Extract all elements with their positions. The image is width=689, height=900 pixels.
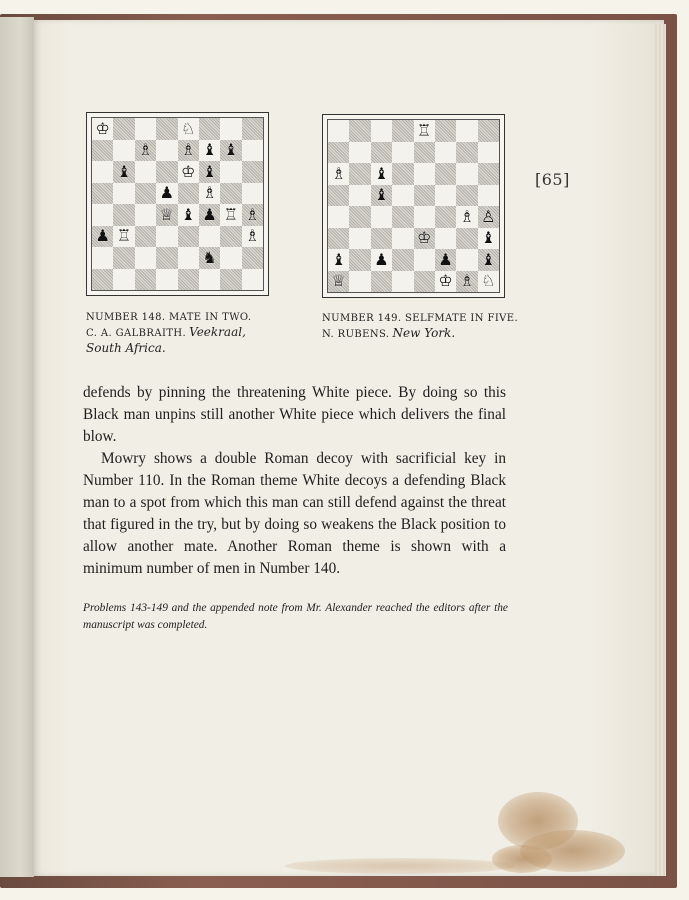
- page-edge: [654, 24, 666, 876]
- chess-square: [456, 249, 477, 271]
- chess-square: [478, 120, 499, 142]
- chess-square: [456, 163, 477, 185]
- chess-square: [135, 183, 156, 205]
- chess-square: [456, 120, 477, 142]
- chess-square: [113, 247, 134, 269]
- chess-square: [199, 118, 220, 140]
- chess-square: [113, 269, 134, 291]
- chess-square: [242, 269, 263, 291]
- chess-square: [478, 142, 499, 164]
- chess-square: [328, 206, 349, 228]
- chess-square: [349, 120, 370, 142]
- chess-square: [178, 118, 199, 140]
- chess-square: [435, 163, 456, 185]
- water-stain: [285, 858, 515, 874]
- chess-square: [220, 161, 241, 183]
- chess-square: [113, 118, 134, 140]
- chess-piece: ♙: [481, 206, 496, 226]
- chess-piece: ♝: [181, 204, 196, 224]
- chess-square: [478, 185, 499, 207]
- diagram-source: New York.: [392, 326, 456, 340]
- chess-square: [242, 161, 263, 183]
- chess-square: [414, 163, 435, 185]
- chess-square: [156, 204, 177, 226]
- chess-square: [199, 140, 220, 162]
- diagram-source-line2: South Africa.: [86, 341, 166, 355]
- chess-square: [456, 142, 477, 164]
- chess-piece: ♔: [417, 228, 432, 248]
- chess-square: [328, 185, 349, 207]
- chess-square: [199, 269, 220, 291]
- chess-piece: ♖: [223, 204, 239, 224]
- chess-square: [220, 226, 241, 248]
- chess-square: [414, 228, 435, 250]
- chess-piece: ♕: [331, 271, 346, 291]
- chess-square: [328, 120, 349, 142]
- chess-square: [242, 247, 263, 269]
- chess-square: [156, 247, 177, 269]
- chess-piece: ♗: [202, 183, 217, 203]
- chess-square: [478, 206, 499, 228]
- chess-square: [220, 118, 241, 140]
- chess-square: [328, 142, 349, 164]
- chess-piece: ♔: [438, 271, 453, 291]
- chess-piece: ♖: [116, 226, 132, 246]
- chess-piece: ♞: [202, 247, 217, 267]
- chess-square: [135, 269, 156, 291]
- chess-piece: ♗: [245, 226, 260, 246]
- chess-square: [478, 163, 499, 185]
- chess-square: [371, 142, 392, 164]
- chess-square: [113, 204, 134, 226]
- chess-square: [328, 249, 349, 271]
- diagram-author: N. RUBENS.: [322, 329, 390, 340]
- diagram-number-label: NUMBER 149. SELFMATE IN FIVE.: [322, 313, 519, 324]
- chess-square: [199, 161, 220, 183]
- chess-square: [349, 249, 370, 271]
- chess-square: [349, 206, 370, 228]
- chess-square: [135, 204, 156, 226]
- chess-square: [371, 120, 392, 142]
- chess-square: [178, 269, 199, 291]
- chess-square: [414, 249, 435, 271]
- chess-square: [178, 140, 199, 162]
- chess-piece: ♟: [159, 183, 174, 203]
- chess-piece: ♔: [181, 161, 196, 181]
- chess-piece: ♟: [202, 204, 217, 224]
- chess-piece: ♘: [481, 271, 496, 291]
- chess-square: [392, 271, 413, 293]
- chess-piece: ♝: [374, 163, 389, 183]
- chess-piece: ♝: [374, 185, 389, 205]
- chess-square: [92, 161, 113, 183]
- chess-square: [328, 271, 349, 293]
- chess-square: [414, 120, 435, 142]
- chess-square: [92, 269, 113, 291]
- chess-square: [435, 228, 456, 250]
- chess-square: [178, 204, 199, 226]
- chess-piece: ♝: [223, 140, 239, 160]
- chess-square: [199, 204, 220, 226]
- chess-piece: ♗: [245, 204, 260, 224]
- chess-square: [178, 247, 199, 269]
- chess-square: [199, 247, 220, 269]
- chess-piece: ♖: [417, 120, 432, 140]
- chess-square: [392, 120, 413, 142]
- book-gutter: [0, 17, 34, 877]
- chess-piece: ♗: [181, 140, 196, 160]
- chess-piece: ♟: [438, 249, 453, 269]
- chess-square: [371, 163, 392, 185]
- chess-square: [392, 228, 413, 250]
- chess-square: [92, 204, 113, 226]
- chess-square: [371, 271, 392, 293]
- diagram-number-label: NUMBER 148. MATE IN TWO.: [86, 312, 252, 323]
- editor-note: Problems 143-149 and the appended note from Mr. Alexander reached the editors after the manuscript was completed.: [83, 602, 508, 631]
- diagram-148-caption: [86, 310, 286, 357]
- chess-square: [392, 185, 413, 207]
- chess-square: [435, 142, 456, 164]
- chess-piece: ♗: [459, 206, 475, 226]
- chess-square: [456, 206, 477, 228]
- chess-square: [478, 228, 499, 250]
- chess-square: [135, 118, 156, 140]
- chess-square: [478, 271, 499, 293]
- chess-square: [371, 228, 392, 250]
- body-paragraph: Mowry shows a double Roman decoy with sacrificial key in Number 110. In the Roman theme White decoys a defending Black man to a spot from which this man can still defend against the threat that figured in the try, but by doing so weakens the Black position to allow another mate. Another Roman theme is shown with a minimum number of men in Number 140.: [83, 450, 506, 577]
- chess-square: [242, 140, 263, 162]
- chess-square: [478, 249, 499, 271]
- chess-square: [156, 269, 177, 291]
- chess-square: [392, 249, 413, 271]
- chess-square: [156, 140, 177, 162]
- chess-piece: ♝: [202, 161, 217, 181]
- chess-square: [328, 228, 349, 250]
- chess-square: [135, 140, 156, 162]
- chess-piece: ♕: [159, 204, 174, 224]
- chess-square: [178, 226, 199, 248]
- chess-square: [435, 271, 456, 293]
- chess-square: [178, 161, 199, 183]
- chess-square: [242, 204, 263, 226]
- chess-square: [328, 163, 349, 185]
- chess-square: [92, 183, 113, 205]
- chess-square: [414, 142, 435, 164]
- chess-square: [456, 228, 477, 250]
- chess-square: [414, 185, 435, 207]
- chess-piece: ♝: [202, 140, 217, 160]
- chess-piece: ♝: [116, 161, 132, 181]
- chess-piece: ♝: [481, 228, 496, 248]
- chess-piece: ♔: [95, 118, 110, 138]
- page-number: [65]: [535, 170, 570, 189]
- chess-square: [199, 183, 220, 205]
- chess-square: [135, 226, 156, 248]
- chess-square: [392, 163, 413, 185]
- chess-piece: ♗: [138, 140, 153, 160]
- chess-square: [435, 185, 456, 207]
- chess-piece: ♟: [95, 226, 110, 246]
- chess-square: [113, 226, 134, 248]
- chess-square: [349, 271, 370, 293]
- chess-piece: ♝: [481, 249, 496, 269]
- chess-square: [414, 271, 435, 293]
- chess-square: [220, 269, 241, 291]
- chess-square: [456, 185, 477, 207]
- chess-square: [199, 226, 220, 248]
- chess-square: [456, 271, 477, 293]
- chess-piece: ♟: [374, 249, 389, 269]
- chess-square: [92, 247, 113, 269]
- chess-square: [92, 140, 113, 162]
- chess-square: [242, 183, 263, 205]
- chess-diagram-149: [322, 114, 505, 298]
- body-text: [83, 382, 506, 580]
- chess-square: [349, 228, 370, 250]
- chess-diagram-148: [86, 112, 269, 296]
- chess-square: [156, 183, 177, 205]
- chess-square: [220, 183, 241, 205]
- chess-square: [371, 185, 392, 207]
- chess-square: [156, 226, 177, 248]
- chess-square: [349, 142, 370, 164]
- chess-square: [371, 249, 392, 271]
- chess-square: [92, 226, 113, 248]
- chess-square: [435, 249, 456, 271]
- diagram-149-caption: [322, 311, 522, 342]
- chess-piece: ♘: [181, 118, 196, 138]
- chess-square: [92, 118, 113, 140]
- chess-square: [178, 183, 199, 205]
- diagram-author: C. A. GALBRAITH.: [86, 328, 187, 339]
- chess-square: [242, 226, 263, 248]
- chess-piece: ♝: [331, 249, 346, 269]
- diagram-source: Veekraal,: [189, 325, 246, 339]
- chess-board-grid: [327, 119, 500, 293]
- chess-square: [371, 206, 392, 228]
- chess-board-grid: [91, 117, 264, 291]
- chess-square: [242, 118, 263, 140]
- chess-square: [220, 204, 241, 226]
- chess-square: [414, 206, 435, 228]
- chess-square: [349, 185, 370, 207]
- chess-square: [135, 161, 156, 183]
- chess-square: [435, 206, 456, 228]
- chess-square: [349, 163, 370, 185]
- chess-piece: ♗: [459, 271, 475, 291]
- chess-square: [156, 161, 177, 183]
- chess-square: [392, 142, 413, 164]
- chess-square: [135, 247, 156, 269]
- chess-square: [113, 140, 134, 162]
- chess-square: [113, 183, 134, 205]
- chess-square: [435, 120, 456, 142]
- chess-square: [220, 140, 241, 162]
- chess-square: [113, 161, 134, 183]
- chess-square: [156, 118, 177, 140]
- chess-piece: ♗: [331, 163, 346, 183]
- chess-square: [392, 206, 413, 228]
- body-paragraph: defends by pinning the threatening White piece. By doing so this Black man unpins still another White piece which delivers the final blow.: [83, 384, 506, 445]
- chess-square: [220, 247, 241, 269]
